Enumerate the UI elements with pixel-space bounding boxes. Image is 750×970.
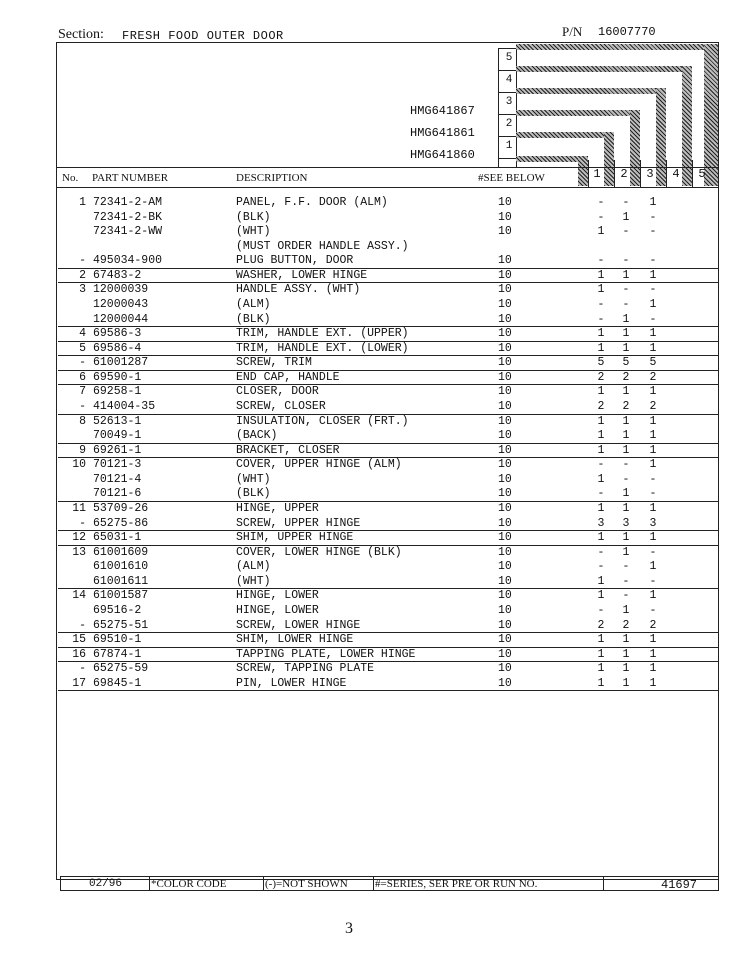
qty-col-1: 2: [597, 618, 605, 632]
qty-col-1: -: [597, 458, 605, 472]
qty-col-2: 1: [622, 676, 630, 690]
footer-not-shown: (-)=NOT SHOWN: [265, 878, 348, 890]
qty-col-1: 2: [597, 399, 605, 413]
part-number: 65275-86: [93, 516, 149, 530]
qty-col-3: 1: [649, 531, 657, 545]
see-below: 10: [498, 560, 512, 574]
item-number: 4: [79, 327, 86, 341]
qty-col-3: 1: [649, 341, 657, 355]
qty-col-2: 1: [622, 429, 630, 443]
qty-col-1: 1: [597, 676, 605, 690]
qty-col-1: 1: [597, 443, 605, 457]
qty-col-2: 2: [622, 399, 630, 413]
qty-col-3: -: [649, 574, 657, 588]
qty-col-2: -: [622, 196, 630, 209]
see-below: 10: [498, 662, 512, 676]
table-row: [0, 560, 750, 574]
qty-col-1: 1: [597, 414, 605, 428]
qty-col-1: 1: [597, 633, 605, 647]
section-title: FRESH FOOD OUTER DOOR: [122, 29, 284, 43]
part-number: 69510-1: [93, 633, 142, 647]
table-row: [0, 458, 750, 472]
part-number: 414004-35: [93, 399, 156, 413]
description: END CAP, HANDLE: [236, 370, 340, 384]
table-row: [0, 502, 750, 516]
col-header-see: #SEE BELOW: [478, 172, 545, 184]
see-below: 10: [498, 254, 512, 268]
see-below: 10: [498, 356, 512, 370]
see-below: 10: [498, 341, 512, 355]
description: PIN, LOWER HINGE: [236, 676, 347, 690]
table-row: [0, 298, 750, 312]
qty-col-2: 1: [622, 487, 630, 501]
item-number: -: [79, 618, 86, 632]
qty-col-3: -: [649, 254, 657, 268]
qty-col-2: 1: [622, 443, 630, 457]
qty-col-2: 1: [622, 312, 630, 326]
qty-col-2: 1: [622, 385, 630, 399]
table-row: [0, 254, 750, 268]
see-below: 10: [498, 574, 512, 588]
table-row: [0, 429, 750, 443]
item-number: 14: [72, 589, 86, 603]
qty-col-3: -: [649, 545, 657, 559]
qty-col-2: -: [622, 225, 630, 239]
qty-col-2: 1: [622, 268, 630, 282]
table-row: [0, 473, 750, 487]
description: INSULATION, CLOSER (FRT.): [236, 414, 409, 428]
qty-col-2: 1: [622, 662, 630, 676]
see-below: 10: [498, 647, 512, 661]
description: (BACK): [236, 429, 278, 443]
description: HINGE, LOWER: [236, 603, 319, 617]
part-number: 70121-6: [93, 487, 142, 501]
table-row: [0, 400, 750, 414]
item-number: 3: [79, 283, 86, 297]
part-number: 70121-4: [93, 472, 142, 486]
table-row: [0, 487, 750, 501]
description: COVER, LOWER HINGE (BLK): [236, 545, 402, 559]
qty-col-header: 4: [672, 167, 680, 181]
qty-col-1: 1: [597, 531, 605, 545]
qty-col-3: -: [649, 210, 657, 224]
description: BRACKET, CLOSER: [236, 443, 340, 457]
description: HANDLE ASSY. (WHT): [236, 283, 361, 297]
qty-col-3: 1: [649, 589, 657, 603]
qty-col-2: 2: [622, 370, 630, 384]
part-number: 65031-1: [93, 531, 142, 545]
part-number: 72341-2-WW: [93, 225, 163, 239]
qty-col-1: -: [597, 560, 605, 574]
see-below: 10: [498, 297, 512, 311]
table-row: [0, 313, 750, 327]
item-number: -: [79, 662, 86, 676]
item-number: 5: [79, 341, 86, 355]
item-number: 10: [72, 458, 86, 472]
see-below: 10: [498, 531, 512, 545]
item-number: -: [79, 356, 86, 370]
qty-col-1: 1: [597, 472, 605, 486]
qty-col-1: 1: [597, 341, 605, 355]
see-below: 10: [498, 676, 512, 690]
qty-col-3: 1: [649, 429, 657, 443]
qty-col-1: 1: [597, 589, 605, 603]
description: HINGE, LOWER: [236, 589, 319, 603]
see-below: 10: [498, 443, 512, 457]
part-number: 12000043: [93, 297, 149, 311]
table-row: [0, 662, 750, 676]
part-number: 69590-1: [93, 370, 142, 384]
qty-col-2: 1: [622, 633, 630, 647]
qty-col-2: 1: [622, 531, 630, 545]
description: SHIM, UPPER HINGE: [236, 531, 354, 545]
qty-col-2: -: [622, 458, 630, 472]
description: PANEL, F.F. DOOR (ALM): [236, 196, 388, 209]
table-row: [0, 531, 750, 545]
qty-col-1: 1: [597, 574, 605, 588]
qty-col-2: 1: [622, 327, 630, 341]
footer-date: 02/96: [89, 878, 123, 890]
qty-col-1: -: [597, 312, 605, 326]
description: TRIM, HANDLE EXT. (LOWER): [236, 341, 409, 355]
qty-col-1: 1: [597, 385, 605, 399]
item-number: 16: [72, 647, 86, 661]
qty-col-2: -: [622, 560, 630, 574]
part-number: 61001611: [93, 574, 149, 588]
see-below: 10: [498, 385, 512, 399]
qty-col-3: 1: [649, 443, 657, 457]
qty-col-3: 1: [649, 662, 657, 676]
qty-col-1: -: [597, 254, 605, 268]
qty-col-3: -: [649, 472, 657, 486]
qty-col-2: -: [622, 283, 630, 297]
qty-col-3: -: [649, 487, 657, 501]
description: PLUG BUTTON, DOOR: [236, 254, 354, 268]
qty-col-2: 2: [622, 618, 630, 632]
qty-col-2: 1: [622, 414, 630, 428]
qty-col-header: 3: [646, 167, 654, 181]
qty-col-3: 1: [649, 633, 657, 647]
qty-col-3: 5: [649, 356, 657, 370]
description: SCREW, UPPER HINGE: [236, 516, 361, 530]
see-below: 10: [498, 516, 512, 530]
part-number: 52613-1: [93, 414, 142, 428]
qty-col-header: 2: [620, 167, 628, 181]
see-below: 10: [498, 618, 512, 632]
qty-col-1: -: [597, 210, 605, 224]
table-row: [0, 225, 750, 239]
description: (BLK): [236, 210, 271, 224]
model-name: HMG641860: [410, 148, 475, 162]
table-row: [0, 517, 750, 531]
table-row: [0, 648, 750, 662]
qty-col-1: 1: [597, 225, 605, 239]
item-number: 1: [79, 196, 86, 209]
model-box-3: 3: [505, 96, 513, 108]
description: SCREW, TAPPING PLATE: [236, 662, 375, 676]
part-number: 69516-2: [93, 603, 142, 617]
table-row: [0, 546, 750, 560]
qty-col-1: 3: [597, 516, 605, 530]
see-below: 10: [498, 589, 512, 603]
item-number: 17: [72, 676, 86, 690]
description: WASHER, LOWER HINGE: [236, 268, 368, 282]
description: COVER, UPPER HINGE (ALM): [236, 458, 402, 472]
table-row: [0, 604, 750, 618]
description: (MUST ORDER HANDLE ASSY.): [236, 239, 409, 253]
item-number: -: [79, 516, 86, 530]
item-number: 15: [72, 633, 86, 647]
qty-col-1: -: [597, 297, 605, 311]
qty-col-1: 1: [597, 268, 605, 282]
qty-col-3: -: [649, 283, 657, 297]
item-number: 6: [79, 370, 86, 384]
table-row: [0, 196, 750, 210]
qty-col-3: 1: [649, 297, 657, 311]
item-number: 11: [72, 501, 86, 515]
item-number: 8: [79, 414, 86, 428]
table-row: [0, 633, 750, 647]
qty-col-header: 5: [698, 167, 706, 181]
part-number: 70121-3: [93, 458, 142, 472]
description: (ALM): [236, 560, 271, 574]
part-number: 69258-1: [93, 385, 142, 399]
part-number: 67483-2: [93, 268, 142, 282]
table-row: [0, 677, 750, 691]
description: SCREW, CLOSER: [236, 399, 326, 413]
description: (WHT): [236, 472, 271, 486]
see-below: 10: [498, 196, 512, 209]
model-name: HMG641867: [410, 104, 475, 118]
qty-col-1: 1: [597, 647, 605, 661]
part-number: 61001609: [93, 545, 149, 559]
part-number: 72341-2-AM: [93, 196, 163, 209]
description: HINGE, UPPER: [236, 501, 319, 515]
qty-col-3: -: [649, 603, 657, 617]
qty-col-3: -: [649, 312, 657, 326]
see-below: 10: [498, 603, 512, 617]
description: (WHT): [236, 574, 271, 588]
qty-col-1: -: [597, 196, 605, 209]
qty-col-header: 1: [593, 167, 601, 181]
part-number: 70049-1: [93, 429, 142, 443]
see-below: 10: [498, 399, 512, 413]
description: TAPPING PLATE, LOWER HINGE: [236, 647, 416, 661]
qty-col-3: 1: [649, 676, 657, 690]
table-row: [0, 356, 750, 370]
table-row: [0, 589, 750, 603]
description: (ALM): [236, 297, 271, 311]
see-below: 10: [498, 414, 512, 428]
qty-col-2: 1: [622, 545, 630, 559]
qty-col-2: 1: [622, 341, 630, 355]
table-row: [0, 619, 750, 633]
part-number: 69845-1: [93, 676, 142, 690]
item-number: -: [79, 399, 86, 413]
see-below: 10: [498, 458, 512, 472]
see-below: 10: [498, 327, 512, 341]
table-row: [0, 371, 750, 385]
col-header-no: No.: [62, 172, 79, 184]
description: (WHT): [236, 225, 271, 239]
model-box-2: 2: [505, 118, 513, 130]
table-row: [0, 575, 750, 589]
qty-col-3: 2: [649, 370, 657, 384]
qty-col-3: 1: [649, 501, 657, 515]
qty-col-3: 1: [649, 385, 657, 399]
part-number: 12000039: [93, 283, 149, 297]
qty-col-1: 1: [597, 327, 605, 341]
model-box-1: 1: [505, 140, 513, 152]
qty-col-1: 1: [597, 429, 605, 443]
see-below: 10: [498, 370, 512, 384]
qty-col-3: 2: [649, 618, 657, 632]
qty-col-3: 1: [649, 414, 657, 428]
footer-series: #=SERIES, SER PRE OR RUN NO.: [375, 878, 538, 890]
see-below: 10: [498, 268, 512, 282]
table-row: [0, 385, 750, 399]
item-number: 7: [79, 385, 86, 399]
qty-col-2: -: [622, 297, 630, 311]
table-row: [0, 240, 750, 254]
qty-col-2: 5: [622, 356, 630, 370]
part-number: 495034-900: [93, 254, 163, 268]
see-below: 10: [498, 501, 512, 515]
model-box-4: 4: [505, 74, 513, 86]
qty-col-1: 1: [597, 662, 605, 676]
qty-col-3: -: [649, 225, 657, 239]
qty-col-2: -: [622, 574, 630, 588]
footer-legend: [60, 876, 719, 891]
page-number: 3: [345, 920, 353, 937]
model-box-5: 5: [505, 52, 513, 64]
part-number: 61001587: [93, 589, 149, 603]
see-below: 10: [498, 472, 512, 486]
description: (BLK): [236, 312, 271, 326]
see-below: 10: [498, 633, 512, 647]
qty-col-2: -: [622, 589, 630, 603]
model-name: HMG641861: [410, 126, 475, 140]
table-row: [0, 269, 750, 283]
item-number: 12: [72, 531, 86, 545]
table-row: [0, 283, 750, 297]
qty-col-2: 3: [622, 516, 630, 530]
qty-col-1: 5: [597, 356, 605, 370]
see-below: 10: [498, 225, 512, 239]
table-row: [0, 211, 750, 225]
part-number: 65275-59: [93, 662, 149, 676]
qty-col-3: 1: [649, 196, 657, 209]
part-number: 69261-1: [93, 443, 142, 457]
part-number: 69586-4: [93, 341, 142, 355]
qty-col-1: 1: [597, 283, 605, 297]
see-below: 10: [498, 283, 512, 297]
qty-col-3: 3: [649, 516, 657, 530]
qty-col-2: -: [622, 254, 630, 268]
description: (BLK): [236, 487, 271, 501]
table-row: [0, 444, 750, 458]
table-row: [0, 415, 750, 429]
part-number: 61001287: [93, 356, 149, 370]
see-below: 10: [498, 545, 512, 559]
pn-value: 16007770: [598, 25, 656, 39]
description: SCREW, LOWER HINGE: [236, 618, 361, 632]
part-number: 67874-1: [93, 647, 142, 661]
col-header-desc: DESCRIPTION: [236, 172, 308, 184]
footer-code: 41697: [661, 878, 698, 892]
pn-label: P/N: [562, 24, 583, 39]
qty-col-1: -: [597, 603, 605, 617]
item-number: -: [79, 254, 86, 268]
item-number: 9: [79, 443, 86, 457]
part-number: 72341-2-BK: [93, 210, 163, 224]
table-row: [0, 342, 750, 356]
qty-col-1: 2: [597, 370, 605, 384]
item-number: 13: [72, 545, 86, 559]
qty-col-1: -: [597, 545, 605, 559]
qty-col-2: -: [622, 472, 630, 486]
description: TRIM, HANDLE EXT. (UPPER): [236, 327, 409, 341]
row-divider: [58, 690, 718, 691]
part-number: 69586-3: [93, 327, 142, 341]
part-number: 12000044: [93, 312, 149, 326]
see-below: 10: [498, 210, 512, 224]
qty-col-3: 1: [649, 560, 657, 574]
table-row: [0, 327, 750, 341]
part-number: 53709-26: [93, 501, 149, 515]
item-number: 2: [79, 268, 86, 282]
qty-col-3: 1: [649, 268, 657, 282]
see-below: 10: [498, 312, 512, 326]
qty-col-3: 1: [649, 458, 657, 472]
description: SCREW, TRIM: [236, 356, 312, 370]
qty-col-3: 2: [649, 399, 657, 413]
qty-col-3: 1: [649, 647, 657, 661]
see-below: 10: [498, 429, 512, 443]
qty-col-1: -: [597, 487, 605, 501]
qty-col-2: 1: [622, 501, 630, 515]
description: CLOSER, DOOR: [236, 385, 319, 399]
qty-col-2: 1: [622, 210, 630, 224]
footer-color-code: *COLOR CODE: [151, 878, 227, 890]
qty-col-2: 1: [622, 603, 630, 617]
part-number: 65275-51: [93, 618, 149, 632]
col-header-part: PART NUMBER: [92, 172, 169, 184]
see-below: 10: [498, 487, 512, 501]
qty-col-3: 1: [649, 327, 657, 341]
qty-col-1: 1: [597, 501, 605, 515]
part-number: 61001610: [93, 560, 149, 574]
description: SHIM, LOWER HINGE: [236, 633, 354, 647]
section-label: Section:: [58, 27, 104, 42]
qty-col-2: 1: [622, 647, 630, 661]
